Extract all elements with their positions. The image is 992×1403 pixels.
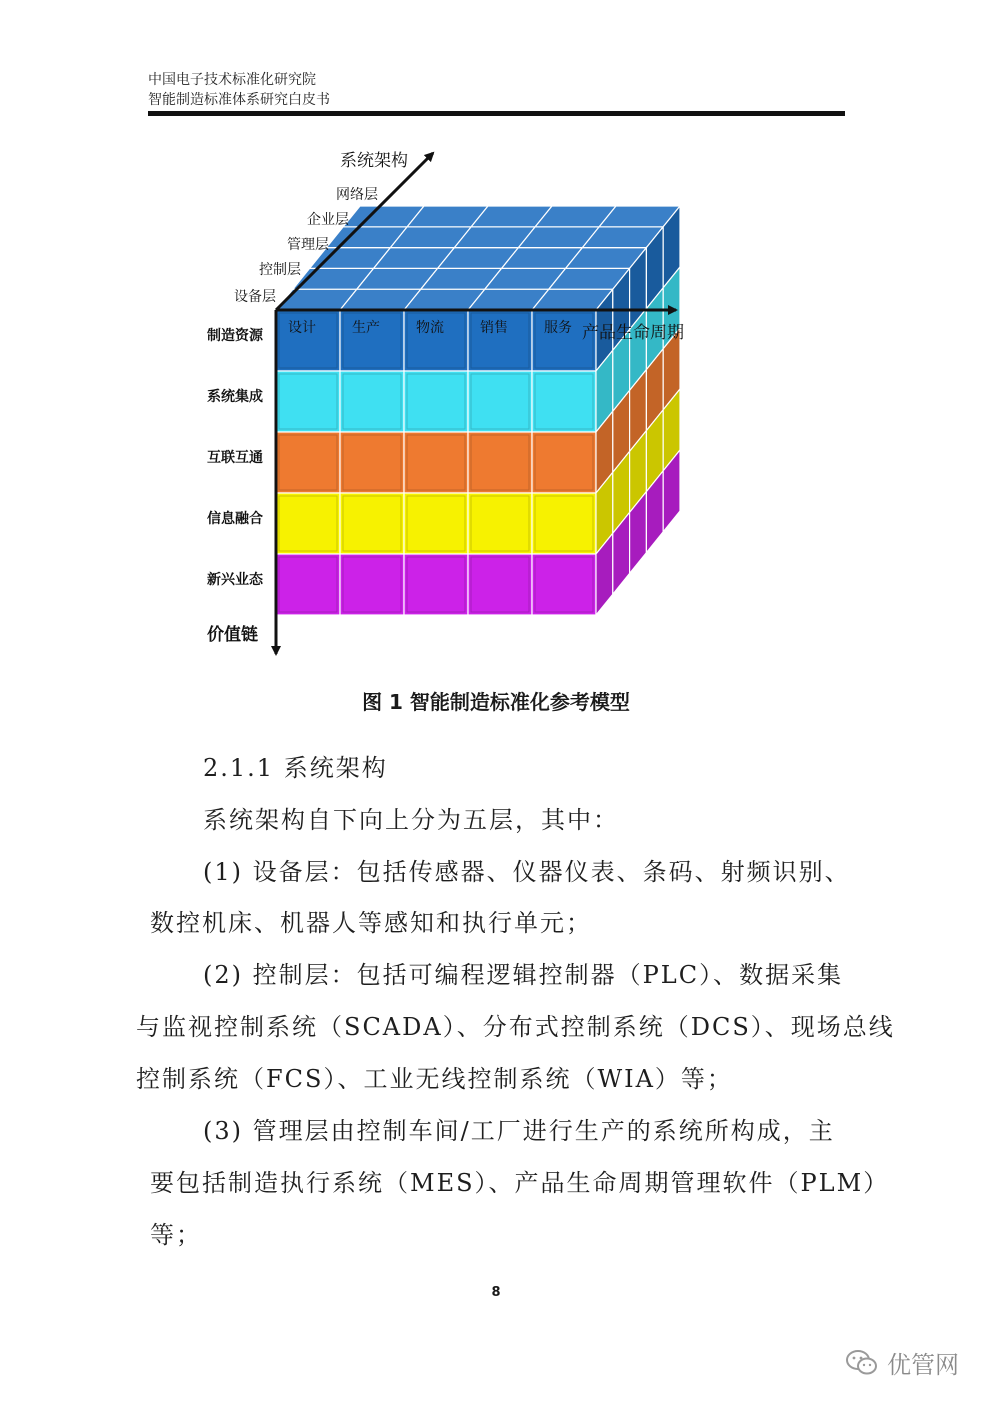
- system-layer-label: 管理层: [287, 237, 329, 253]
- front-cell: [404, 554, 468, 615]
- front-cell: [276, 493, 340, 554]
- front-cell: [340, 371, 404, 432]
- header-line-1: 中国电子技术标准化研究院: [148, 72, 316, 88]
- paragraph-item-1: (1) 设备层：包括传感器、仪器仪表、条码、射频识别、: [203, 858, 851, 886]
- front-cell: [276, 554, 340, 615]
- lifecycle-item-label: 销售: [480, 320, 508, 336]
- front-cell: [468, 371, 532, 432]
- system-layer-label: 设备层: [234, 289, 276, 305]
- front-cell: [532, 493, 596, 554]
- lifecycle-item-label: 物流: [416, 320, 444, 336]
- header-line-2: 智能制造标准体系研究白皮书: [148, 92, 330, 108]
- paragraph-intro: 系统架构自下向上分为五层，其中：: [203, 806, 619, 834]
- value-item-label: 系统集成: [207, 389, 263, 405]
- axis-title-lifecycle: 产品生命周期: [582, 323, 684, 343]
- front-cell: [276, 371, 340, 432]
- page-number: 8: [491, 1285, 501, 1300]
- system-layer-label: 企业层: [307, 212, 349, 228]
- value-item-label: 制造资源: [207, 328, 263, 344]
- front-cell: [404, 493, 468, 554]
- paragraph-item-2-cont-1: 与监视控制系统（SCADA）、分布式控制系统（DCS）、现场总线: [136, 1013, 895, 1041]
- front-cell: [340, 554, 404, 615]
- model-cube: [276, 206, 680, 615]
- front-cell: [468, 493, 532, 554]
- watermark-text: 优管网: [887, 1351, 959, 1379]
- value-item-label: 互联互通: [207, 450, 263, 466]
- paragraph-item-3: (3) 管理层由控制车间/工厂进行生产的系统所构成，主: [203, 1117, 835, 1145]
- front-cell: [532, 371, 596, 432]
- front-cell: [468, 554, 532, 615]
- axis-title-value-chain: 价值链: [207, 625, 258, 645]
- front-cell: [468, 432, 532, 493]
- lifecycle-item-label: 服务: [544, 320, 572, 336]
- lifecycle-item-label: 生产: [352, 320, 380, 336]
- front-cell: [532, 554, 596, 615]
- figure-caption: 图 1 智能制造标准化参考模型: [362, 690, 630, 714]
- paragraph-item-3-cont-2: 等；: [150, 1221, 202, 1249]
- section-heading: 2.1.1 系统架构: [203, 754, 388, 782]
- value-item-label: 新兴业态: [207, 572, 263, 588]
- system-layer-label: 控制层: [259, 262, 301, 278]
- paragraph-item-2-cont-2: 控制系统（FCS）、工业无线控制系统（WIA）等；: [136, 1065, 733, 1093]
- system-layer-label: 网络层: [336, 187, 378, 203]
- watermark: [845, 1345, 959, 1380]
- front-cell: [276, 432, 340, 493]
- lifecycle-item-label: 设计: [288, 320, 316, 336]
- front-cell: [404, 432, 468, 493]
- front-cell: [340, 493, 404, 554]
- paragraph-item-2: (2) 控制层：包括可编程逻辑控制器（PLC）、数据采集: [203, 961, 844, 989]
- reference-model-figure: [0, 0, 992, 680]
- wechat-icon: [845, 1349, 879, 1377]
- front-cell: [532, 432, 596, 493]
- axis-title-system: 系统架构: [340, 151, 408, 171]
- front-cell: [404, 371, 468, 432]
- front-cell: [340, 432, 404, 493]
- value-item-label: 信息融合: [207, 511, 263, 527]
- paragraph-item-3-cont-1: 要包括制造执行系统（MES）、产品生命周期管理软件（PLM）: [150, 1169, 890, 1197]
- paragraph-item-1-cont: 数控机床、机器人等感知和执行单元；: [150, 909, 592, 937]
